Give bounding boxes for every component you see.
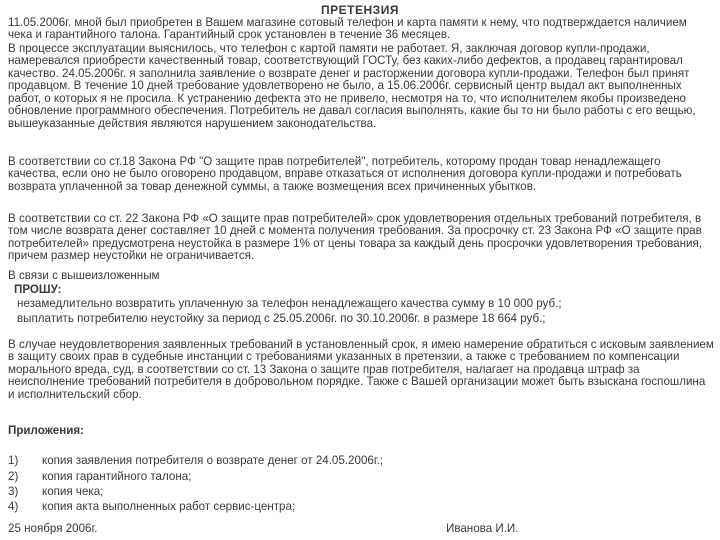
- attachment-text: копия чека;: [42, 485, 104, 498]
- document-date: 25 ноября 2006г.: [8, 522, 98, 535]
- attachment-number: 1): [8, 454, 19, 467]
- demand-penalty: выплатить потребителю неустойку за период с 25.05.2006г. по 30.10.2006г. в размере 18 664 руб.;: [17, 312, 546, 325]
- attachment-item: [8, 454, 608, 470]
- demand-refund: незамедлительно возвратить уплаченную за телефон ненадлежащего качества сумму в 10 000 руб.;: [17, 297, 562, 310]
- attachment-item: [8, 485, 608, 501]
- attachment-text: копия заявления потребителя о возврате денег от 24.05.2006г.;: [42, 454, 384, 467]
- demand-heading: ПРОШУ:: [14, 283, 62, 296]
- paragraph-law-article-22-23: В соответствии со ст. 22 Закона РФ «О защите прав потребителей» срок удовлетворения отдельных требований потребителя, в том числе возврата денег составляет 10 дней с момента получения требования. За просрочку ст. 23 Закона РФ «О защите прав потребителей» предусмотрена неустойка в размере 1% от цены товара за каждый день просрочки удовлетворения требования, причем размер неустойки не ограничивается.: [8, 212, 703, 263]
- attachment-text: копия акта выполненных работ сервис-центра;: [42, 500, 296, 513]
- attachment-number: 2): [8, 470, 19, 483]
- attachment-number: 4): [8, 500, 19, 513]
- attachment-number: 3): [8, 485, 19, 498]
- signature: Иванова И.И.: [446, 522, 519, 535]
- paragraph-therefore: В связи с вышеизложенным: [8, 269, 160, 282]
- attachment-item: [8, 500, 608, 516]
- paragraph-closing: В случае неудовлетворения заявленных требований в установленный срок, я имею намерение обратиться с исковым заявлением в защиту своих прав в судебные инстанции с требованиями указанных в претензии, а также с требованием по компенсации морального вреда, суд, в соответствии со ст. 13 Закона о защите прав потребителя, налагает на продавца штраф за неисполнение требований потребителя в добровольном порядке. Также с Вашей организации может быть взыскана госпошлина и исполнительский сбор.: [8, 338, 714, 401]
- paragraph-purchase: 11.05.2006г. мной был приобретен в Вашем магазине сотовый телефон и карта памяти к нему, что подтверждается наличием чека и гарантийного талона. Гарантийный срок установлен в течение 36 месяцев.: [8, 16, 687, 42]
- attachment-text: копия гарантийного талона;: [42, 470, 192, 483]
- attachment-item: [8, 470, 608, 486]
- attachments-heading: Приложения:: [8, 424, 84, 437]
- paragraph-defect: В процессе эксплуатации выяснилось, что телефон с картой памяти не работает. Я, заключая договор купли-продажи, намеревался приобрести качественный товар, соответствующий ГОСТу, без каких-либо дефектов, а продавец гарантировал качество. 24.05.2006г. я заполнила заявление о возврате денег и расторжении договора купли-продажи. Телефон был принят продавцом. В течение 10 дней требование удовлетворено не было, а 15.06.2006г. сервисный центр выдал акт выполненных работ, о которых я не просила. К устранению дефекта это не привело, несмотря на то, что исполнителем якобы произведено обновление программного обеспечения. Потребитель не давал согласия выполнять, какие бы то ни было работы с его вещью, вышеуказанные действия являются нарушением законодательства.: [8, 42, 696, 130]
- paragraph-law-article-18: В соответствии со ст.18 Закона РФ "О защите прав потребителей", потребитель, которому продан товар ненадлежащего качества, если оно не было оговорено продавцом, вправе отказаться от исполнения договора купли-продажи и потребовать возврата уплаченной за товар денежной суммы, а также возмещения всех причиненных убытков.: [8, 155, 682, 193]
- document-title: ПРЕТЕНЗИЯ: [321, 3, 399, 17]
